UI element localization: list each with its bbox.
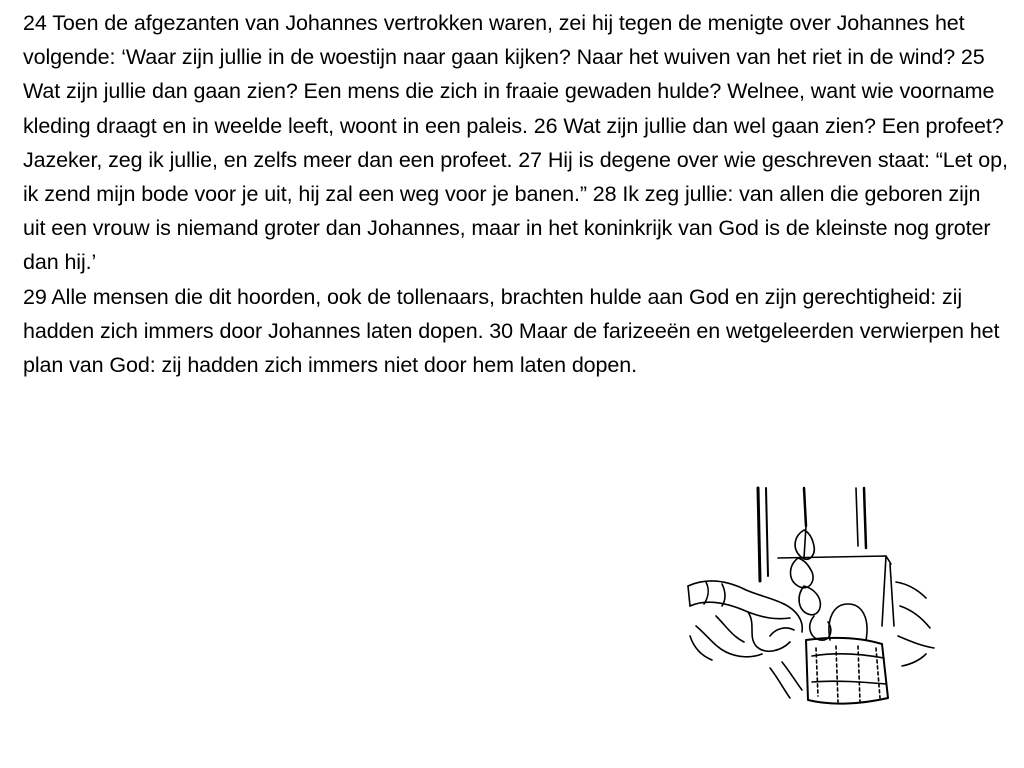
passage-paragraph-1: 24 Toen de afgezanten van Johannes vertrokken waren, zei hij tegen de menigte over Johannes het volgende: ‘Waar zijn jullie in de woestijn naar gaan kijken? Naar het wuiven van het riet in de wind? 25 Wat zijn jullie dan gaan zien? Een mens die zich in fraaie gewaden hulde? Welnee, want wie voorname kleding draagt en in weelde leeft, woont in een paleis. 26 Wat zijn jullie dan wel gaan zien? Een profeet? Jazeker, zeg ik jullie, en zelfs meer dan een profeet. 27 Hij is degene over wie geschreven staat: “Let op, ik zend mijn bode voor je uit, hij zal een weg voor je banen.” 28 Ik zeg jullie: van allen die geboren zijn uit een vrouw is niemand groter dan Johannes, maar in het koninkrijk van God is de kleinste nog groter dan hij.’	[23, 11, 1008, 275]
bible-passage	[23, 6, 1008, 382]
passage-paragraph-2: 29 Alle mensen die dit hoorden, ook de tollenaars, brachten hulde aan God en zijn gerechtigheid: zij hadden zich immers door Johannes laten dopen. 30 Maar de farizeeën en wetgeleerden verwierpen het plan van God: zij hadden zich immers niet door hem laten dopen.	[23, 284, 1000, 378]
chained-hands-sketch-icon	[686, 486, 938, 712]
